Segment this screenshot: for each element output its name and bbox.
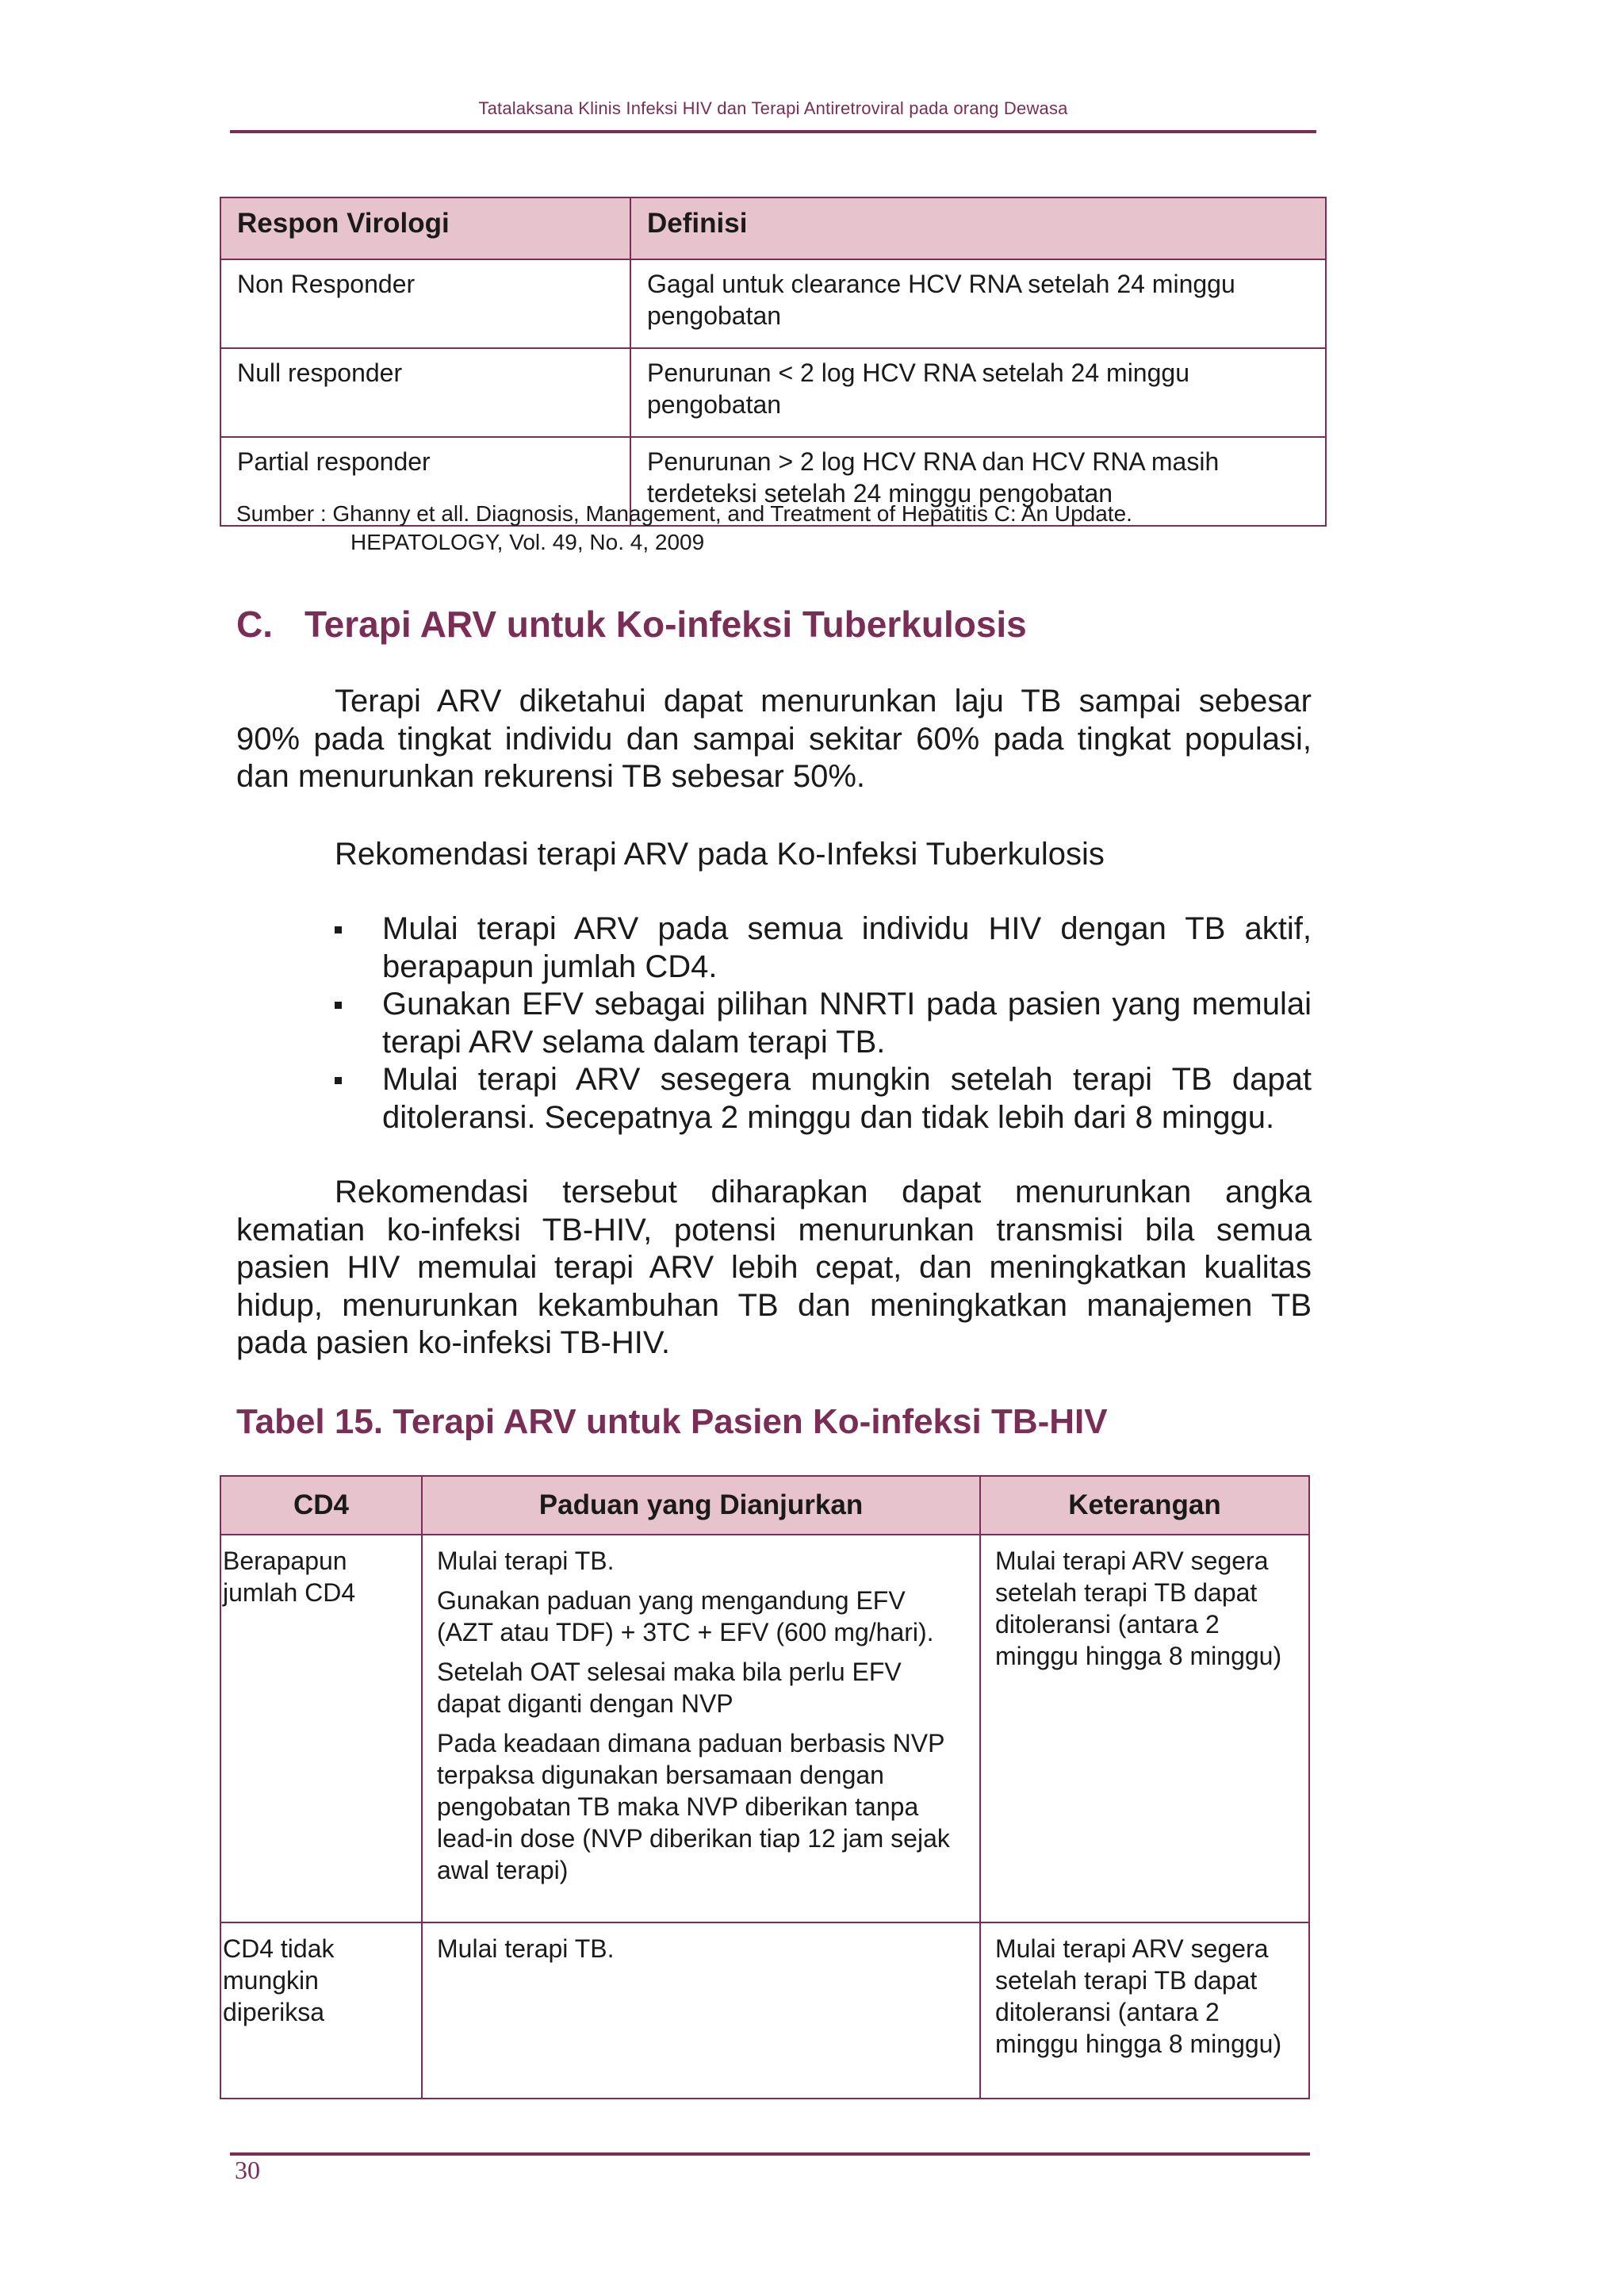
body-paragraph: Terapi ARV diketahui dapat menurunkan laju TB sampai sebesar 90% pada tingkat individu dan sampai sekitar 60% pada tingkat populasi, dan menurunkan rekurensi TB sebesar 50%. bbox=[236, 684, 1312, 794]
column-header-note: Keterangan bbox=[980, 1476, 1309, 1535]
cell-regimen: Mulai terapi TB. bbox=[422, 1922, 980, 2099]
table-header-row bbox=[220, 1476, 1309, 1535]
virology-response-table bbox=[220, 197, 1327, 527]
footer-divider bbox=[230, 2152, 1310, 2156]
list-item: Mulai terapi ARV pada semua individu HIV dengan TB aktif, berapapun jumlah CD4. bbox=[331, 910, 1312, 986]
table-header-row bbox=[220, 197, 1326, 259]
section-title: Terapi ARV untuk Ko-infeksi Tuberkulosis bbox=[304, 604, 1027, 645]
section-letter: C. bbox=[236, 604, 273, 645]
body-paragraph: Rekomendasi tersebut diharapkan dapat menurunkan angka kematian ko-infeksi TB-HIV, potensi menurunkan transmisi bila semua pasien HIV memulai terapi ARV lebih cepat, dan meningkatkan kualitas hidup, menurunkan kekambuhan TB dan meningkatkan manajemen TB pada pasien ko-infeksi TB-HIV. bbox=[236, 1175, 1312, 1360]
cell-definition: Penurunan < 2 log HCV RNA setelah 24 minggu pengobatan bbox=[630, 348, 1326, 437]
running-header: Tatalaksana Klinis Infeksi HIV dan Terapi Antiretroviral pada orang Dewasa bbox=[478, 98, 1068, 118]
cell-cd4: Berapapun jumlah CD4 bbox=[220, 1535, 422, 1922]
arv-tb-hiv-table bbox=[220, 1475, 1310, 2099]
table-source-citation-continued: HEPATOLOGY, Vol. 49, No. 4, 2009 bbox=[350, 530, 705, 554]
cell-definition: Penurunan > 2 log HCV RNA dan HCV RNA masih terdeteksi setelah 24 minggu pengobatan bbox=[630, 437, 1326, 526]
page-number: 30 bbox=[235, 2156, 260, 2184]
table-row bbox=[220, 1535, 1309, 1922]
table-row bbox=[220, 259, 1326, 348]
table-source-citation: Sumber : Ghanny et all. Diagnosis, Management, and Treatment of Hepatitis C: An Update. bbox=[236, 501, 1132, 526]
column-header-response: Respon Virologi bbox=[220, 197, 630, 259]
cell-response: Partial responder bbox=[220, 437, 630, 526]
cell-definition: Gagal untuk clearance HCV RNA setelah 24 minggu pengobatan bbox=[630, 259, 1326, 348]
cell-response: Null responder bbox=[220, 348, 630, 437]
list-item: Gunakan EFV sebagai pilihan NNRTI pada pasien yang memulai terapi ARV selama dalam terapi TB. bbox=[331, 986, 1312, 1061]
section-heading bbox=[236, 603, 1027, 646]
bullet-square-icon bbox=[335, 1077, 342, 1084]
cell-regimen: Mulai terapi TB. Gunakan paduan yang mengandung EFV (AZT atau TDF) + 3TC + EFV (600 mg/hari). Setelah OAT selesai maka bila perlu EFV dapat diganti dengan NVP Pada keadaan dimana paduan berbasis NVP terpaksa digunakan bersamaan dengan pengobatan TB maka NVP diberikan tanpa lead-in dose (NVP diberikan tiap 12 jam sejak awal terapi) bbox=[422, 1535, 980, 1922]
table-row bbox=[220, 1922, 1309, 2099]
bullet-square-icon bbox=[335, 1002, 342, 1009]
column-header-cd4: CD4 bbox=[220, 1476, 422, 1535]
recommendation-intro: Rekomendasi terapi ARV pada Ko-Infeksi Tuberkulosis bbox=[335, 837, 1105, 872]
column-header-definition: Definisi bbox=[630, 197, 1326, 259]
cell-response: Non Responder bbox=[220, 259, 630, 348]
cell-note: Mulai terapi ARV segera setelah terapi TB dapat ditoleransi (antara 2 minggu hingga 8 minggu) bbox=[980, 1535, 1309, 1922]
recommendation-list bbox=[331, 910, 1312, 1137]
column-header-regimen: Paduan yang Dianjurkan bbox=[422, 1476, 980, 1535]
table-caption: Tabel 15. Terapi ARV untuk Pasien Ko-infeksi TB-HIV bbox=[236, 1402, 1108, 1441]
bullet-square-icon bbox=[335, 926, 342, 933]
table-row bbox=[220, 348, 1326, 437]
list-item: Mulai terapi ARV sesegera mungkin setelah terapi TB dapat ditoleransi. Secepatnya 2 minggu dan tidak lebih dari 8 minggu. bbox=[331, 1061, 1312, 1137]
cell-note: Mulai terapi ARV segera setelah terapi TB dapat ditoleransi (antara 2 minggu hingga 8 minggu) bbox=[980, 1922, 1309, 2099]
header-divider bbox=[230, 130, 1316, 133]
cell-cd4: CD4 tidak mungkin diperiksa bbox=[220, 1922, 422, 2099]
